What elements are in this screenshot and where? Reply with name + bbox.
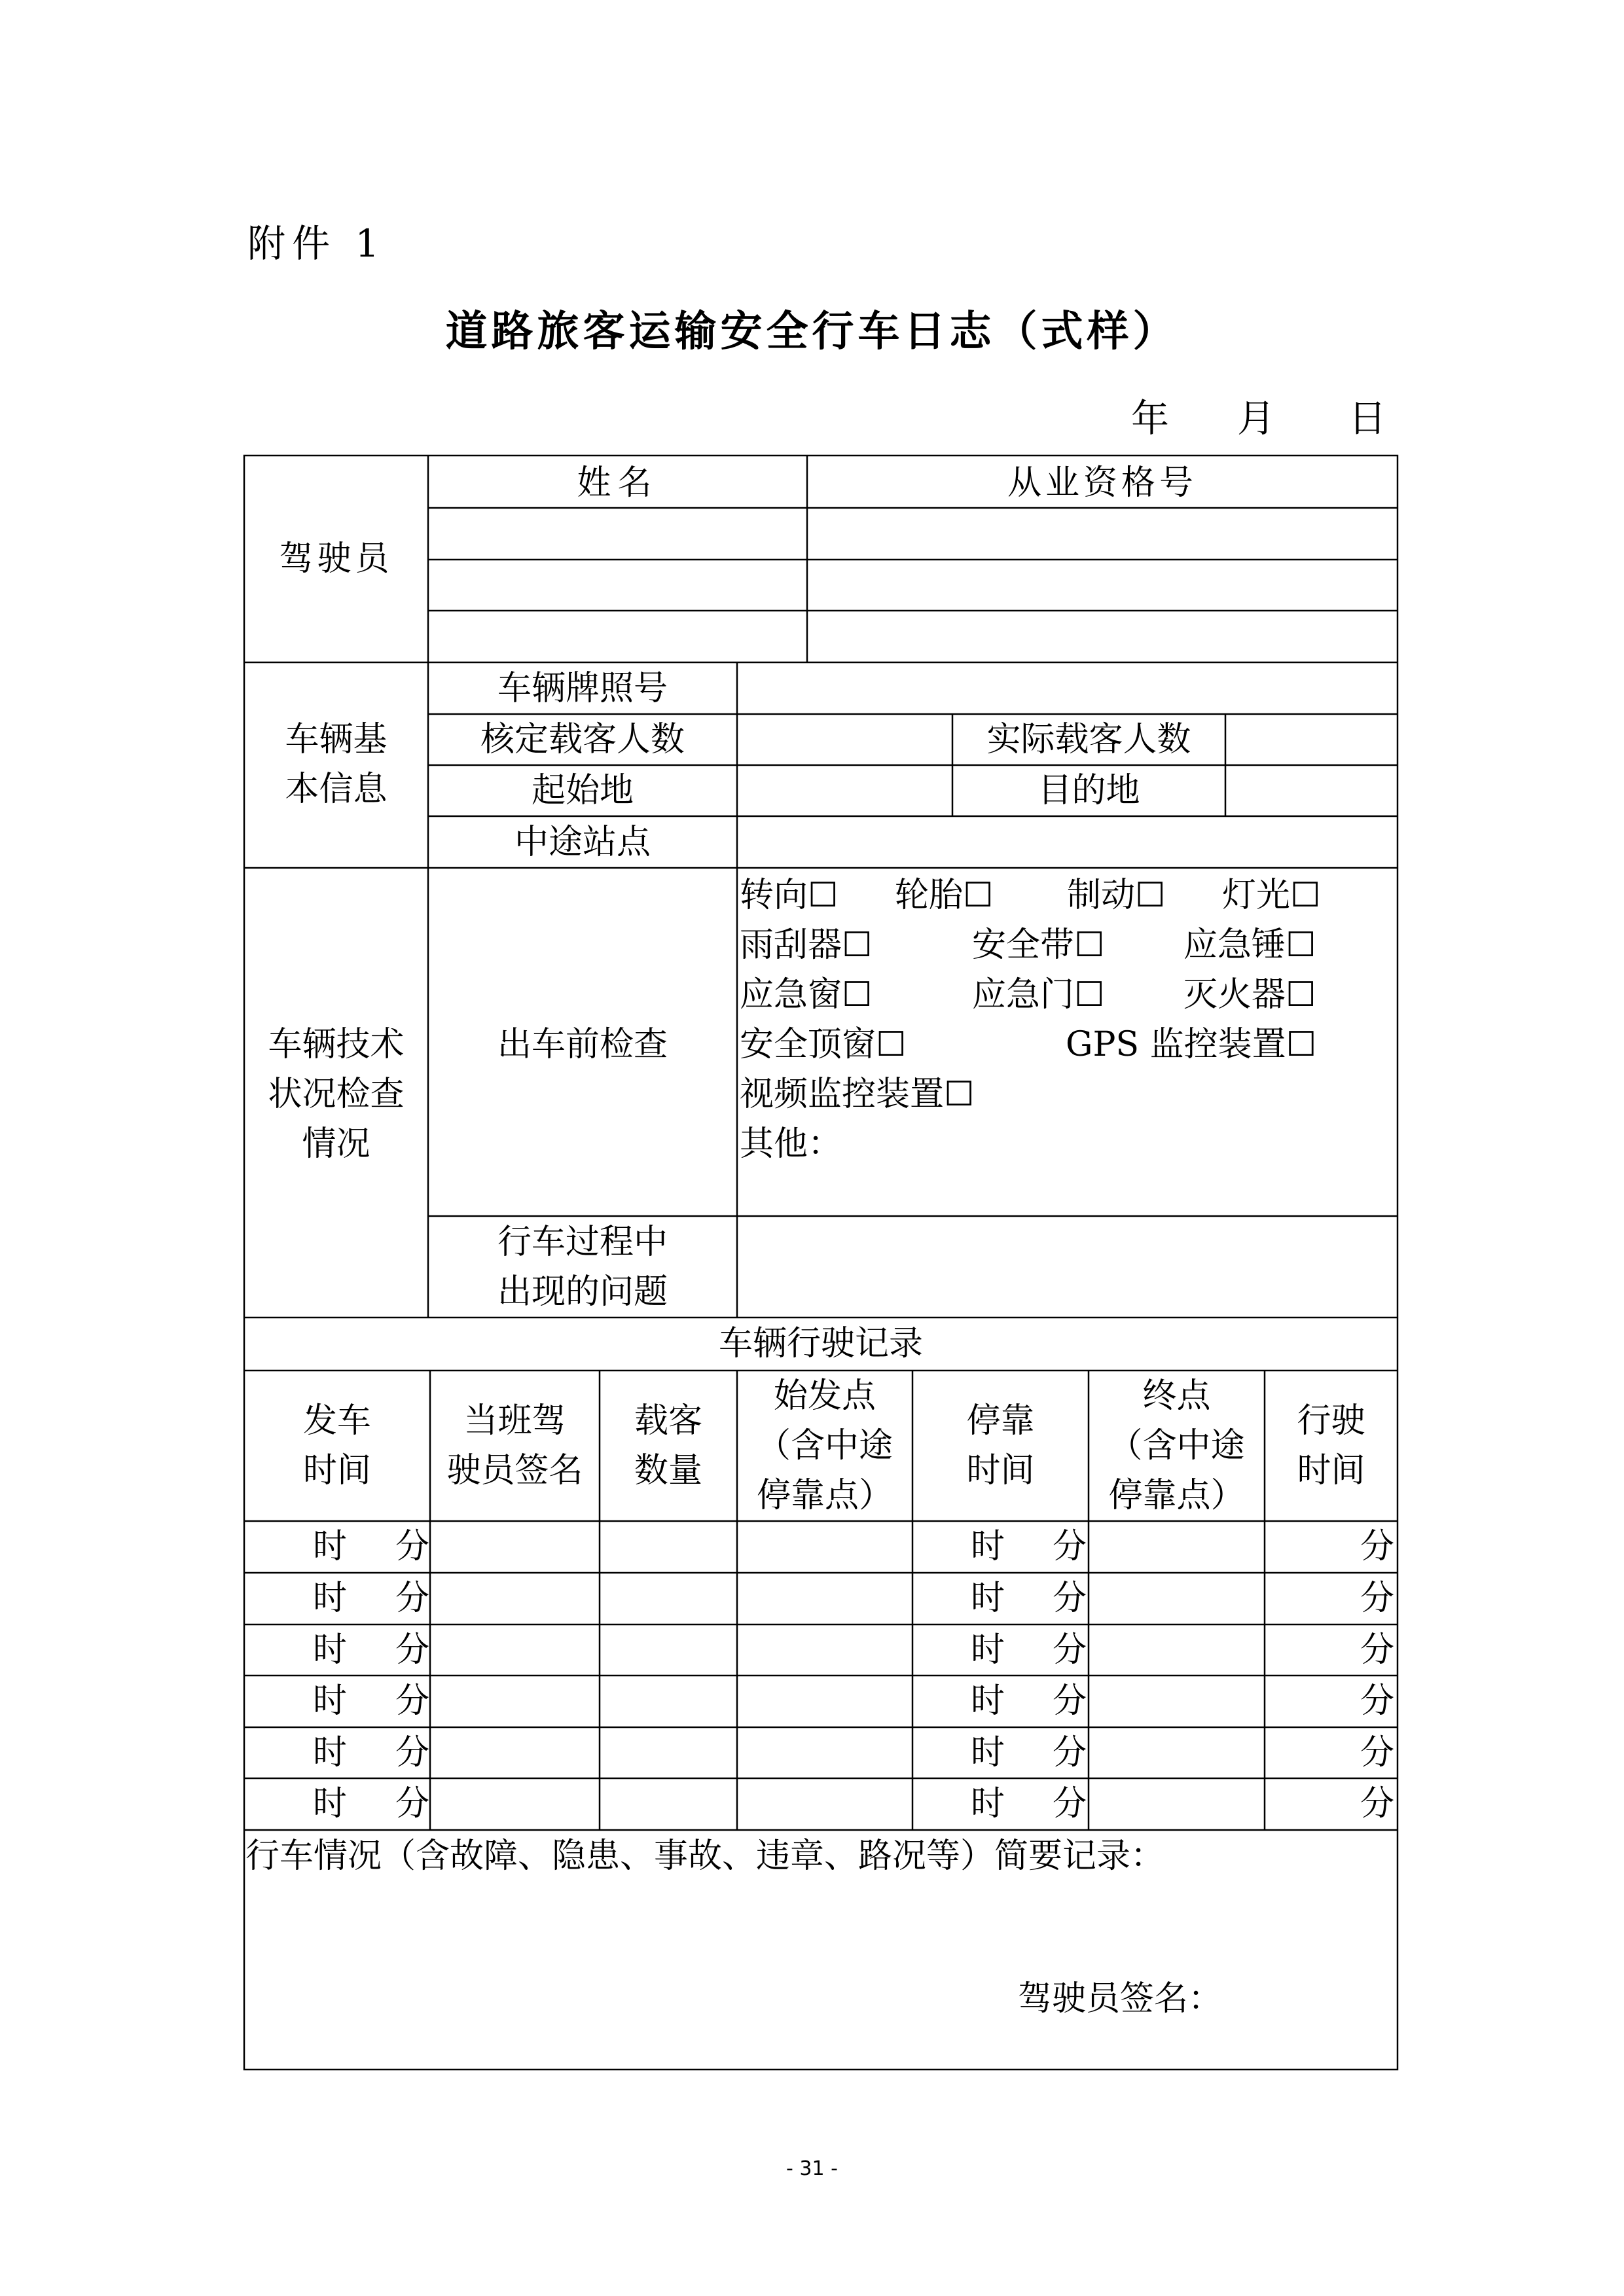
departure-minute-label: 分 xyxy=(395,1527,430,1566)
driver-qualification-cell-1[interactable] xyxy=(808,509,1396,558)
stop-hour-label: 时 xyxy=(971,1784,1005,1823)
stop-hour-label: 时 xyxy=(971,1527,1005,1566)
driver-signature-header: 驶员签名 xyxy=(446,1451,583,1490)
departure-hour-label: 时 xyxy=(313,1733,348,1772)
qualification-header: 从业资格号 xyxy=(1007,463,1197,503)
actual-passengers-label: 实际载客人数 xyxy=(986,720,1191,759)
stop-minute-label: 分 xyxy=(1053,1579,1087,1618)
stop-hour-label: 时 xyxy=(971,1733,1005,1772)
stop-minute-label: 分 xyxy=(1053,1630,1087,1670)
departure-hour-label: 时 xyxy=(313,1681,348,1721)
origin-label: 起始地 xyxy=(531,771,634,810)
tech-check-label-2: 状况检查 xyxy=(268,1075,405,1114)
check-item-lights[interactable]: 灯光☐ xyxy=(1222,876,1321,915)
departure-minute-label: 分 xyxy=(395,1579,430,1618)
origin-header: 始发点 xyxy=(773,1376,876,1416)
page-number: - 31 - xyxy=(786,2157,838,2180)
travel-time-header: 行驶 xyxy=(1297,1401,1365,1441)
stop-time-header: 停靠 xyxy=(966,1401,1035,1441)
name-header: 姓名 xyxy=(577,463,659,503)
departure-minute-label: 分 xyxy=(395,1733,430,1772)
page-title: 道路旅客运输安全行车日志（式样） xyxy=(445,308,1179,356)
date-year: 年 xyxy=(1131,396,1170,440)
check-item-fire-extinguisher[interactable]: 灭火器☐ xyxy=(1183,975,1316,1014)
issues-label-1: 行车过程中 xyxy=(497,1223,668,1262)
travel-minute-label: 分 xyxy=(1360,1630,1395,1670)
travel-minute-label: 分 xyxy=(1360,1579,1395,1618)
stop-hour-label: 时 xyxy=(971,1630,1005,1670)
stop-minute-label: 分 xyxy=(1053,1681,1087,1721)
issues-label-2: 出现的问题 xyxy=(497,1272,668,1312)
check-item-gps-monitor[interactable]: GPS 监控装置☐ xyxy=(1066,1025,1317,1064)
travel-minute-label: 分 xyxy=(1360,1784,1395,1823)
midway-stops-label: 中途站点 xyxy=(514,823,651,862)
check-item-roof-hatch[interactable]: 安全顶窗☐ xyxy=(740,1025,907,1064)
driver-label: 驾驶员 xyxy=(279,539,393,579)
departure-hour-label: 时 xyxy=(313,1527,348,1566)
departure-hour-label: 时 xyxy=(313,1630,348,1670)
check-item-emergency-door[interactable]: 应急门☐ xyxy=(972,975,1105,1014)
check-item-seatbelts[interactable]: 安全带☐ xyxy=(972,925,1105,965)
travel-minute-label: 分 xyxy=(1360,1527,1395,1566)
travel-minute-label: 分 xyxy=(1360,1733,1395,1772)
attachment-label: 附件 1 xyxy=(247,221,386,266)
departure-hour-label: 时 xyxy=(313,1579,348,1618)
departure-minute-label: 分 xyxy=(395,1630,430,1670)
check-item-other[interactable]: 其他： xyxy=(740,1124,842,1164)
driver-name-cell-1[interactable] xyxy=(429,509,806,558)
vehicle-info-label-1: 车辆基 xyxy=(285,720,388,759)
driver-signature-header: 当班驾 xyxy=(463,1401,566,1441)
date-month: 月 xyxy=(1237,396,1276,440)
departure-minute-label: 分 xyxy=(395,1681,430,1721)
destination-label: 目的地 xyxy=(1038,771,1140,810)
check-item-steering[interactable]: 转向☐ xyxy=(740,876,839,915)
summary-label: 行车情况（含故障、隐患、事故、违章、路况等）简要记录： xyxy=(245,1837,1165,1876)
summary-input-area[interactable] xyxy=(245,1882,1396,2068)
stop-minute-label: 分 xyxy=(1053,1784,1087,1823)
origin-header: 停靠点） xyxy=(756,1476,893,1515)
terminal-header: 终点 xyxy=(1142,1376,1211,1416)
rated-passengers-label: 核定载客人数 xyxy=(480,720,685,759)
stop-hour-label: 时 xyxy=(971,1681,1005,1721)
travel-record-title: 车辆行驶记录 xyxy=(718,1324,923,1363)
check-item-wipers[interactable]: 雨刮器☐ xyxy=(740,925,873,965)
signature-label: 驾驶员签名： xyxy=(1018,1979,1223,2018)
stop-time-header: 时间 xyxy=(966,1451,1035,1490)
departure-time-header: 发车 xyxy=(302,1401,371,1441)
stop-minute-label: 分 xyxy=(1053,1527,1087,1566)
stop-minute-label: 分 xyxy=(1053,1733,1087,1772)
check-item-tyres[interactable]: 轮胎☐ xyxy=(895,876,994,915)
check-item-emergency-hammer[interactable]: 应急锤☐ xyxy=(1183,925,1316,965)
travel-minute-label: 分 xyxy=(1360,1681,1395,1721)
check-item-video-monitor[interactable]: 视频监控装置☐ xyxy=(740,1075,975,1114)
terminal-header: 停靠点） xyxy=(1108,1476,1245,1515)
date-day: 日 xyxy=(1348,396,1387,440)
departure-time-header: 时间 xyxy=(302,1451,371,1490)
origin-header: （含中途 xyxy=(756,1426,893,1465)
tech-check-label-1: 车辆技术 xyxy=(268,1025,405,1064)
check-item-brakes[interactable]: 制动☐ xyxy=(1067,876,1166,915)
pre-departure-label: 出车前检查 xyxy=(497,1025,668,1064)
departure-hour-label: 时 xyxy=(313,1784,348,1823)
passenger-count-header: 数量 xyxy=(634,1451,702,1490)
issues-input-cell[interactable] xyxy=(738,1217,1396,1316)
stop-hour-label: 时 xyxy=(971,1579,1005,1618)
plate-label: 车辆牌照号 xyxy=(497,669,668,708)
vehicle-info-label-2: 本信息 xyxy=(285,770,388,809)
terminal-header: （含中途 xyxy=(1108,1426,1245,1465)
passenger-count-header: 载客 xyxy=(634,1401,702,1441)
departure-minute-label: 分 xyxy=(395,1784,430,1823)
travel-time-header: 时间 xyxy=(1297,1451,1365,1490)
check-item-emergency-window[interactable]: 应急窗☐ xyxy=(740,975,873,1014)
tech-check-label-3: 情况 xyxy=(302,1124,370,1164)
